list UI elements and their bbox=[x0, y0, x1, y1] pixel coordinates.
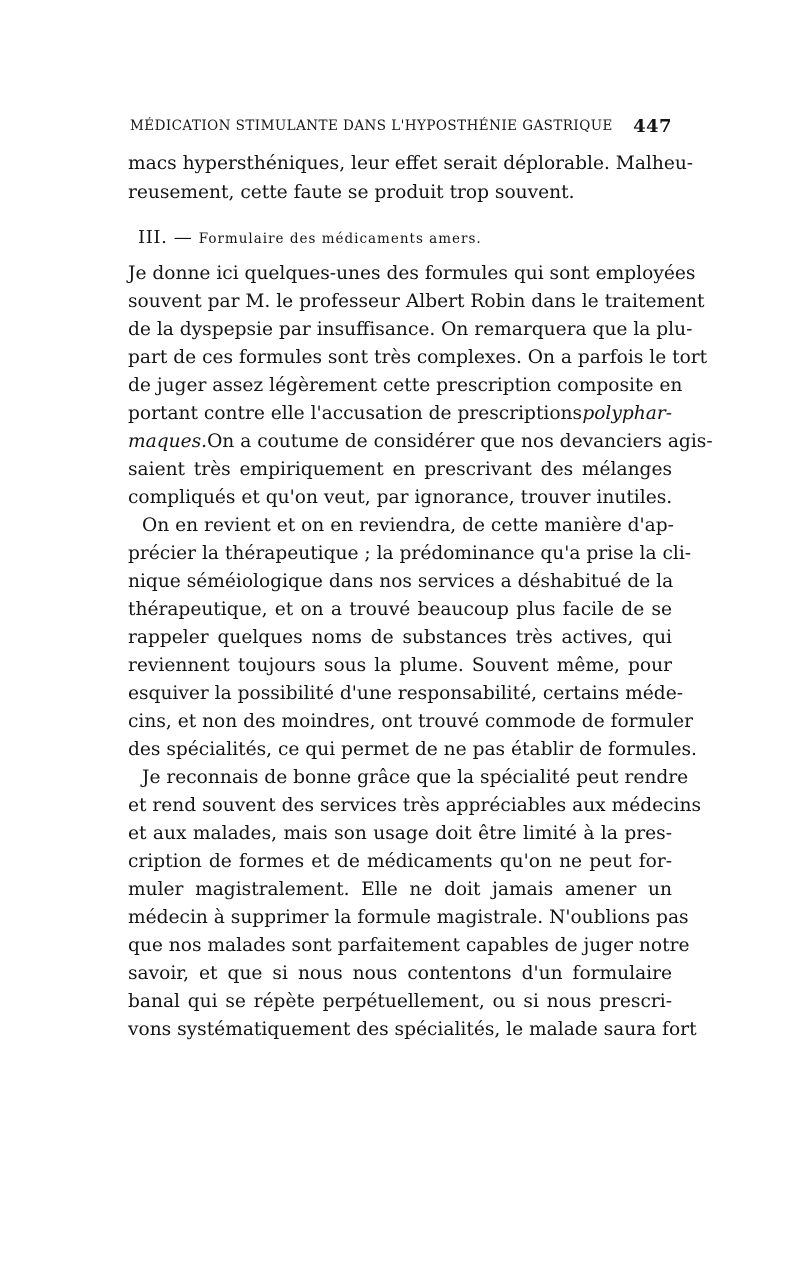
text-line: vons systématiquement des spécialités, le malade saura fort bbox=[128, 1019, 697, 1040]
text-line: et aux malades, mais son usage doit être limité à la pres- bbox=[128, 823, 672, 844]
text-line bbox=[128, 400, 672, 428]
section-title: Formulaire des médicaments amers. bbox=[198, 231, 482, 247]
text-line: nique séméiologique dans nos services a déshabitué de la bbox=[128, 571, 674, 592]
text-line: précier la thérapeutique ; la prédominance qu'a prise la cli- bbox=[128, 543, 692, 564]
text-line: Je donne ici quelques-unes des formules qui sont employées bbox=[128, 263, 696, 284]
text-line: compliqués et qu'on veut, par ignorance, trouver inutiles. bbox=[128, 487, 673, 508]
text-line: reusement, cette faute se produit trop souvent. bbox=[128, 182, 575, 203]
section-dash: — bbox=[173, 227, 193, 248]
text-line: médecin à supprimer la formule magistrale. N'oublions pas bbox=[128, 907, 689, 928]
section-heading bbox=[138, 224, 482, 252]
text-line: rappeler quelques noms de substances très actives, qui bbox=[128, 627, 672, 648]
text-line: banal qui se répète perpétuellement, ou si nous prescri- bbox=[128, 991, 672, 1012]
italic-word: polyphar- bbox=[582, 403, 672, 424]
text-line: savoir, et que si nous nous contentons d'un formulaire bbox=[128, 963, 672, 984]
text-line: souvent par M. le professeur Albert Robin dans le traitement bbox=[128, 291, 705, 312]
text-line: cins, et non des moindres, ont trouvé commode de formuler bbox=[128, 711, 694, 732]
text-line: part de ces formules sont très complexes. On a parfois le tort bbox=[128, 347, 708, 368]
text-line: cription de formes et de médicaments qu'on ne peut for- bbox=[128, 851, 672, 872]
text-segment: On a coutume de considérer que nos devanciers agis- bbox=[207, 431, 713, 452]
text-line: macs hypersthéniques, leur effet serait déplorable. Malheu- bbox=[128, 153, 694, 174]
text-line: reviennent toujours sous la plume. Souvent même, pour bbox=[128, 655, 672, 676]
text-line: thérapeutique, et on a trouvé beaucoup plus facile de se bbox=[128, 599, 672, 620]
text-line bbox=[128, 428, 713, 456]
section-number: III. bbox=[138, 227, 168, 248]
text-line: de juger assez légèrement cette prescription composite en bbox=[128, 375, 683, 396]
text-line: que nos malades sont parfaitement capables de juger notre bbox=[128, 935, 690, 956]
running-title: MÉDICATION STIMULANTE DANS L'HYPOSTHÉNIE GASTRIQUE bbox=[130, 118, 613, 134]
running-header bbox=[128, 118, 672, 140]
italic-word: maques. bbox=[128, 431, 208, 452]
text-line: On en revient et on en reviendra, de cette manière d'ap- bbox=[142, 515, 674, 536]
page-number: 447 bbox=[633, 116, 672, 137]
text-line: saient très empiriquement en prescrivant des mélanges bbox=[128, 459, 672, 480]
text-segment: portant contre elle l'accusation de prescriptions bbox=[128, 403, 583, 424]
text-line: des spécialités, ce qui permet de ne pas établir de formules. bbox=[128, 739, 697, 760]
text-line: Je reconnais de bonne grâce que la spécialité peut rendre bbox=[142, 767, 689, 788]
text-line: de la dyspepsie par insuffisance. On remarquera que la plu- bbox=[128, 319, 693, 340]
text-line: esquiver la possibilité d'une responsabilité, certains méde- bbox=[128, 683, 683, 704]
text-line: muler magistralement. Elle ne doit jamais amener un bbox=[128, 879, 672, 900]
text-line: et rend souvent des services très appréciables aux médecins bbox=[128, 795, 701, 816]
